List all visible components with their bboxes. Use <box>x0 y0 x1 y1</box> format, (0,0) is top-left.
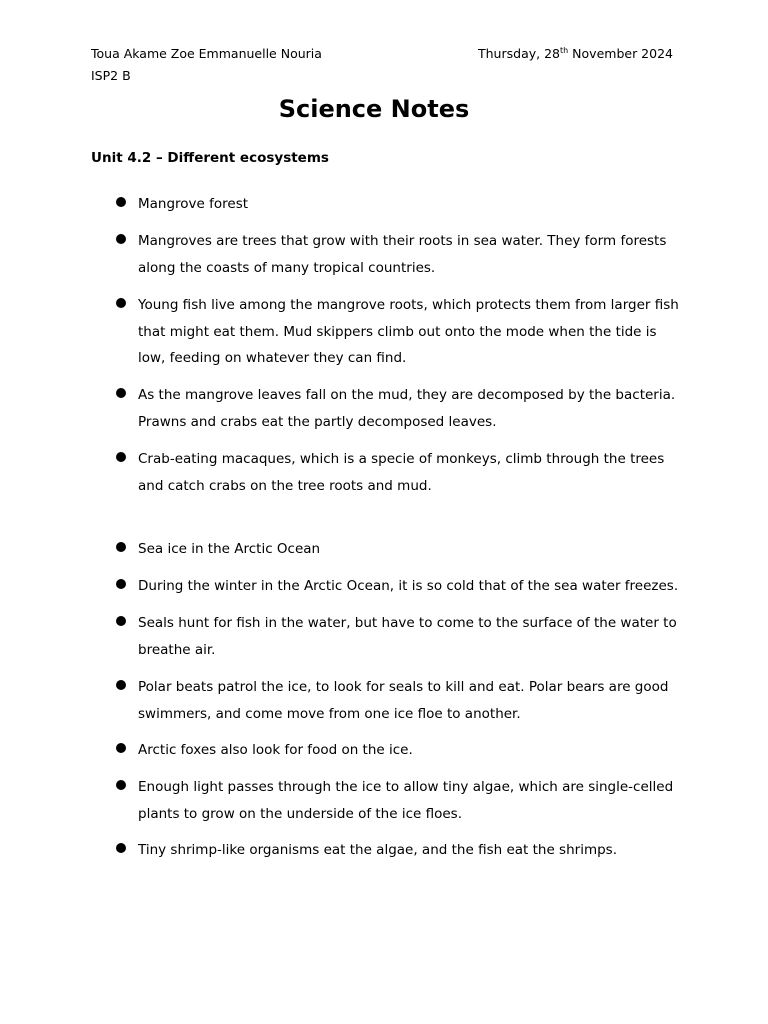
list-item: Tiny shrimp-like organisms eat the algae, and the fish eat the shrimps. <box>138 842 617 858</box>
list-item: During the winter in the Arctic Ocean, it is so cold that of the sea water freezes. <box>138 578 679 594</box>
list-item: Seals hunt for fish in the water, but have to come to the surface of the water to breathe air. <box>138 615 677 658</box>
bullet-icon <box>116 843 126 853</box>
date-month-year: November 2024 <box>568 46 673 61</box>
list-item: Polar beats patrol the ice, to look for seals to kill and eat. Polar bears are good swimmers, and come move from one ice floe to another. <box>138 679 669 722</box>
author-name: Toua Akame Zoe Emmanuelle Nouria <box>91 46 322 61</box>
bullet-icon <box>116 780 126 790</box>
unit-heading: Unit 4.2 – Different ecosystems <box>91 150 329 166</box>
list-item: Sea ice in the Arctic Ocean <box>138 541 321 557</box>
list-item: Young fish live among the mangrove roots, which protects them from larger fish that might eat them. Mud skippers climb out onto the mode when the tide is low, feeding on whatever they can find. <box>138 297 679 366</box>
page-title: Science Notes <box>278 95 470 123</box>
list-item: Mangrove forest <box>138 196 249 212</box>
bullet-icon <box>116 197 126 207</box>
list-item: As the mangrove leaves fall on the mud, they are decomposed by the bacteria. Prawns and crabs eat the partly decomposed leaves. <box>138 387 676 430</box>
bullet-icon <box>116 542 126 552</box>
date-day: Thursday, 28 <box>478 46 560 61</box>
list-item: Enough light passes through the ice to allow tiny algae, which are single-celled plants to grow on the underside of the ice floes. <box>138 779 674 822</box>
list-item: Arctic foxes also look for food on the ice. <box>138 742 413 758</box>
list-item: Mangroves are trees that grow with their roots in sea water. They form forests along the coasts of many tropical countries. <box>138 233 667 276</box>
bullet-icon <box>116 616 126 626</box>
bullet-icon <box>116 298 126 308</box>
bullet-icon <box>116 452 126 462</box>
bullet-icon <box>116 680 126 690</box>
document-date <box>478 45 673 62</box>
bullet-icon <box>116 579 126 589</box>
bullet-icon <box>116 234 126 244</box>
bullet-icon <box>116 743 126 753</box>
list-item: Crab-eating macaques, which is a specie of monkeys, climb through the trees and catch crabs on the tree roots and mud. <box>138 451 665 494</box>
class-name: ISP2 B <box>91 68 131 83</box>
bullet-icon <box>116 388 126 398</box>
date-ordinal: th <box>559 46 569 55</box>
